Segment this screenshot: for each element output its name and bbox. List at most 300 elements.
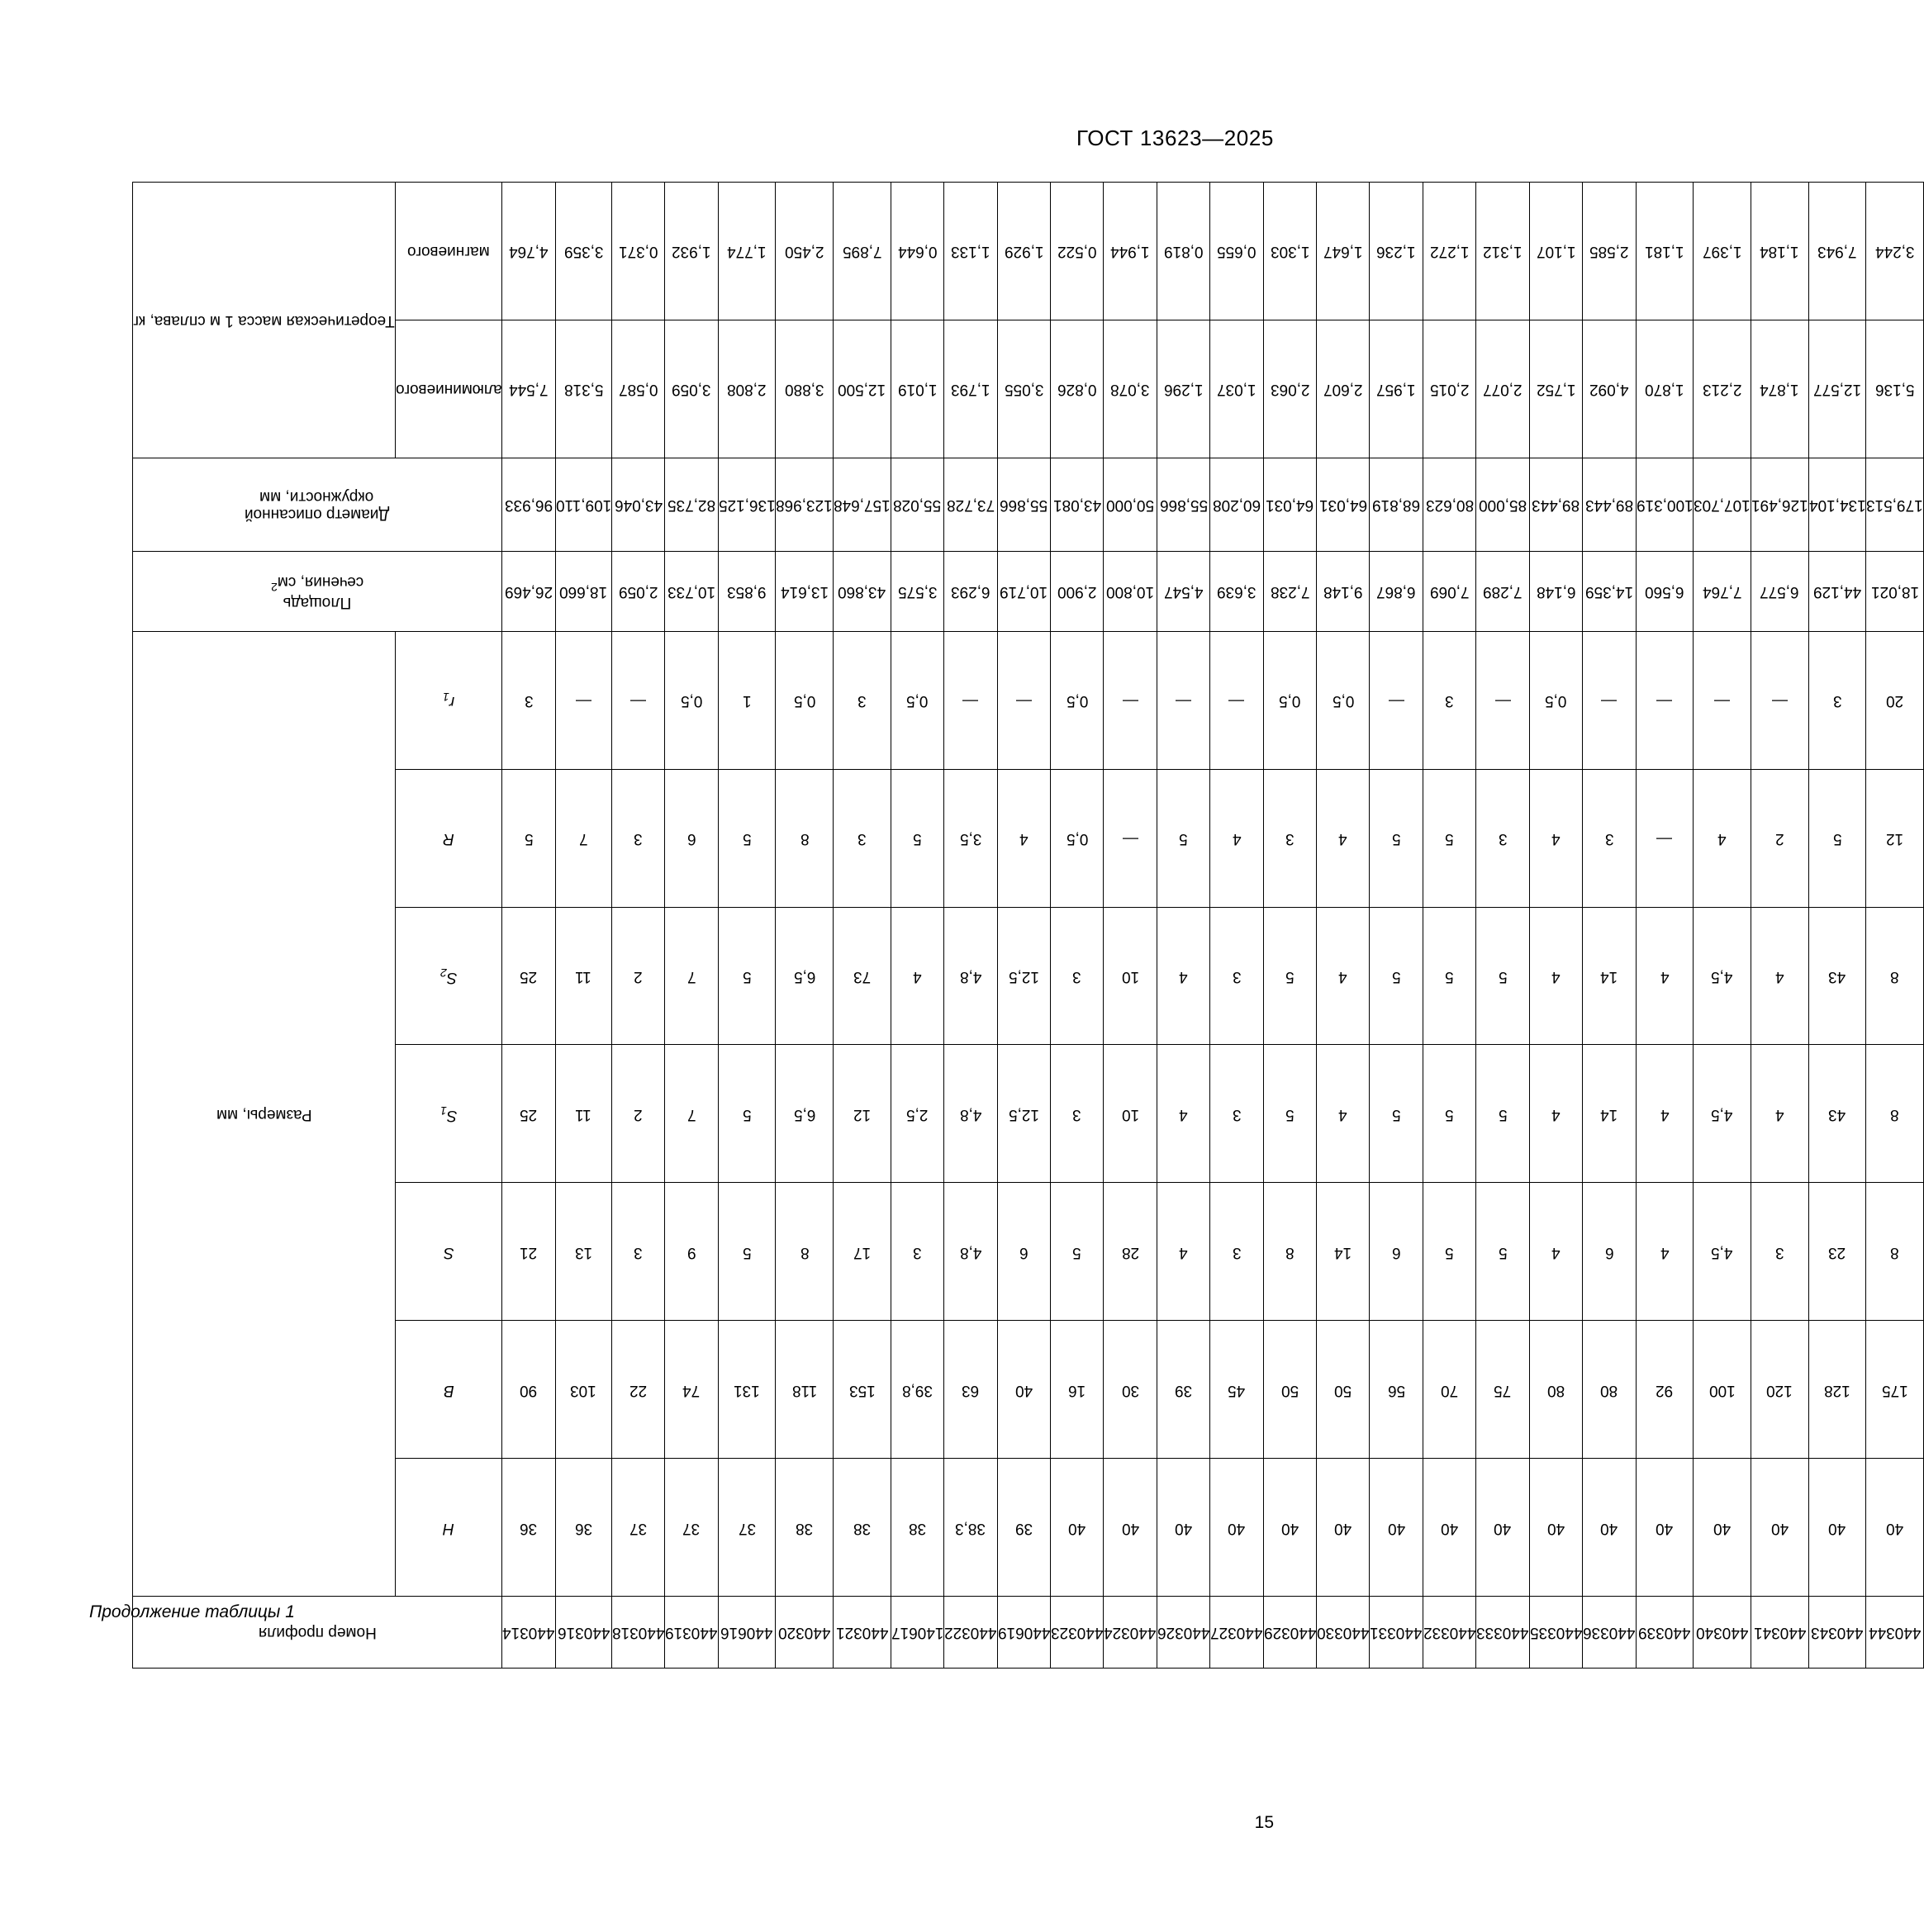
cell-S2 [997,907,1050,1045]
cell-H-text: 40 [1121,1519,1139,1537]
cell-r1 [555,631,611,769]
cell-mass-magnesium [1751,183,1808,320]
cell-mass-magnesium-text: 1,932 [672,243,711,261]
cell-S1 [555,1045,611,1183]
cell-area-text: 13,614 [780,583,829,601]
cell-profile-number [1370,1597,1423,1669]
cell-diameter [1051,458,1104,551]
cell-area [891,551,943,631]
table-row [718,183,776,1669]
cell-area-text: 18,660 [559,583,608,601]
cell-diameter-text: 96,933 [504,496,553,515]
cell-S-text: 5 [1072,1243,1082,1261]
cell-H-text: 39 [1014,1519,1033,1537]
cell-mass-magnesium-text: 1,647 [1323,243,1363,261]
col-header-R: R [395,769,502,907]
cell-mass-aluminium-text: 3,078 [1110,381,1150,399]
cell-mass-magnesium [1583,183,1636,320]
cell-R-text: 4 [1338,830,1348,848]
cell-diameter [611,458,664,551]
cell-mass-magnesium [1476,183,1529,320]
cell-S1 [1104,1045,1157,1183]
cell-r1 [1808,631,1866,769]
cell-R-text: — [1656,830,1673,848]
cell-S1-text: 10 [1121,1105,1139,1123]
cell-profile-number [1694,1597,1751,1669]
cell-H-text: 40 [1656,1519,1674,1537]
cell-mass-magnesium-text: 7,943 [1817,243,1857,261]
cell-mass-magnesium [1866,183,1924,320]
cell-diameter-text: 73,728 [946,496,995,515]
cell-H-text: 40 [1068,1519,1086,1537]
cell-r1 [1476,631,1529,769]
cell-S2-text: 4 [1338,968,1348,986]
cell-mass-aluminium-text: 4,092 [1589,381,1629,399]
cell-B-text: 45 [1228,1381,1246,1399]
cell-S [1694,1183,1751,1321]
cell-S2-text: 4 [1660,968,1670,986]
cell-B-text: 16 [1068,1381,1086,1399]
cell-H-text: 37 [629,1519,648,1537]
cell-r1 [1423,631,1475,769]
cell-mass-aluminium [1263,320,1316,458]
col-header-H: H [395,1459,502,1597]
header-row-1 [133,183,396,1669]
cell-mass-magnesium [502,183,555,320]
cell-S-text: 14 [1334,1243,1352,1261]
cell-area-text: 10,800 [1106,583,1155,601]
cell-S2-text: 11 [575,968,592,986]
cell-S2 [1583,907,1636,1045]
cell-B [1051,1321,1104,1459]
cell-mass-magnesium [1104,183,1157,320]
cell-H [1476,1459,1529,1597]
cell-mass-magnesium [1694,183,1751,320]
cell-R [1317,769,1370,907]
cell-mass-magnesium [944,183,997,320]
cell-area [1317,551,1370,631]
cell-area [1104,551,1157,631]
cell-diameter [502,458,555,551]
cell-mass-aluminium-text: 2,063 [1270,381,1310,399]
cell-R-text: 2 [1774,830,1784,848]
cell-area-text: 10,719 [1000,583,1048,601]
cell-S2-text: 43 [1828,968,1846,986]
cell-H [944,1459,997,1597]
cell-mass-aluminium [1866,320,1924,458]
cell-S2 [718,907,776,1045]
cell-H [1263,1459,1316,1597]
table-row [1051,183,1104,1669]
cell-mass-magnesium [1423,183,1475,320]
cell-S-text: 3 [913,1243,922,1261]
cell-H-text: 40 [1228,1519,1246,1537]
cell-S2-text: 2 [634,968,643,986]
cell-area [776,551,834,631]
cell-r1-text: — [1388,692,1404,710]
cell-S-text: 21 [520,1243,538,1261]
cell-S1-text: 11 [575,1105,592,1123]
cell-profile-number [718,1597,776,1669]
cell-diameter [1423,458,1475,551]
rotated-table-inner [132,182,1923,1669]
cell-H-text: 38 [908,1519,927,1537]
cell-mass-magnesium-text: 2,585 [1589,243,1629,261]
cell-S1-text: 7 [686,1105,696,1123]
cell-R-text: 4 [1019,830,1029,848]
cell-mass-aluminium-text: 3,055 [1004,381,1044,399]
col-header-circumscribed-diameter: Диаметр описанной окружности, мм [133,458,502,551]
cell-B [1317,1321,1370,1459]
table-row [1104,183,1157,1669]
cell-r1 [1751,631,1808,769]
cell-diameter-text: 55,866 [1159,496,1208,515]
cell-profile-number [1317,1597,1370,1669]
cell-R-text: 5 [1179,830,1188,848]
cell-S1-text: 5 [1391,1105,1401,1123]
cell-diameter-text: 85,000 [1478,496,1527,515]
cell-r1-text: — [1714,692,1731,710]
cell-B [555,1321,611,1459]
cell-S1-text: 5 [742,1105,752,1123]
cell-r1 [776,631,834,769]
cell-diameter [834,458,891,551]
cell-S [1583,1183,1636,1321]
cell-r1-text: 0,5 [680,692,703,710]
col-header-S1: $S_1$ [395,1045,502,1183]
cell-S2 [1866,907,1924,1045]
cell-S-text: 3 [1774,1243,1784,1261]
cell-mass-magnesium-text: 1,397 [1702,243,1742,261]
cell-area-text: 9,853 [727,583,767,601]
cell-mass-magnesium [1157,183,1209,320]
cell-H [1751,1459,1808,1597]
cell-B-text: 40 [1014,1381,1033,1399]
cell-R [1751,769,1808,907]
cell-diameter-text: 60,208 [1212,496,1261,515]
cell-profile-number [1263,1597,1316,1669]
cell-B-text: 90 [520,1381,538,1399]
cell-R [611,769,664,907]
cell-H-text: 38,3 [955,1519,986,1537]
cell-area [1583,551,1636,631]
cell-mass-aluminium-text: 2,808 [727,381,767,399]
cell-S2-text: 5 [1391,968,1401,986]
cell-B-text: 30 [1121,1381,1139,1399]
cell-S1 [1157,1045,1209,1183]
cell-R [1423,769,1475,907]
cell-H-text: 40 [1713,1519,1732,1537]
cell-profile-number [611,1597,664,1669]
cell-mass-aluminium [1317,320,1370,458]
cell-r1-text: 0,5 [793,692,815,710]
cell-S [834,1183,891,1321]
cell-r1-text: 0,5 [1545,692,1567,710]
cell-S-text: 4 [1179,1243,1188,1261]
cell-S2 [1263,907,1316,1045]
cell-S2-text: 4 [1551,968,1561,986]
cell-profile-number-text: 440326 [1157,1624,1210,1642]
cell-mass-aluminium [665,320,718,458]
cell-mass-aluminium-text: 12,577 [1812,381,1861,399]
cell-diameter [1866,458,1924,551]
cell-R [1157,769,1209,907]
cell-mass-magnesium [997,183,1050,320]
cell-area [1808,551,1866,631]
cell-B [1751,1321,1808,1459]
cell-profile-number-text: 440319 [665,1624,718,1642]
cell-r1 [1051,631,1104,769]
cell-S1 [665,1045,718,1183]
cell-H [1423,1459,1475,1597]
cell-area-text: 7,238 [1270,583,1310,601]
cell-profile-number-text: 440320 [778,1624,831,1642]
cell-R [776,769,834,907]
cell-diameter [1751,458,1808,551]
cell-profile-number-text: 440343 [1811,1624,1864,1642]
cell-r1-text: — [1601,692,1618,710]
cell-S [1210,1183,1263,1321]
col-header-B: B [395,1321,502,1459]
cell-r1 [1583,631,1636,769]
cell-B-text: 175 [1881,1381,1908,1399]
cell-mass-aluminium [1529,320,1582,458]
cell-B-text: 63 [962,1381,980,1399]
cell-diameter [718,458,776,551]
cell-profile-number-text: 440330 [1317,1624,1370,1642]
cell-r1 [944,631,997,769]
cell-mass-aluminium-text: 1,752 [1536,381,1576,399]
cell-mass-aluminium [1051,320,1104,458]
cell-profile-number-text: 440331 [1370,1624,1423,1642]
cell-S [891,1183,943,1321]
cell-profile-number-text: 440316 [557,1624,610,1642]
cell-mass-magnesium-text: 1,272 [1429,243,1470,261]
cell-diameter [1317,458,1370,551]
cell-S1 [1263,1045,1316,1183]
cell-diameter-text: 100,319 [1636,496,1694,515]
cell-mass-magnesium-text: 1,133 [951,243,991,261]
cell-S-text: 5 [1445,1243,1454,1261]
cell-area [1370,551,1423,631]
cell-B [997,1321,1050,1459]
standard-header: ГОСТ 13623—2025 [1076,126,1274,150]
cell-S2 [1104,907,1157,1045]
cell-S-text: 6 [1391,1243,1401,1261]
cell-R [944,769,997,907]
cell-S-text: 8 [1890,1243,1899,1261]
cell-area [1263,551,1316,631]
cell-B [502,1321,555,1459]
cell-mass-magnesium-text: 1,774 [727,243,767,261]
cell-S1 [1636,1045,1694,1183]
cell-S1 [1529,1045,1582,1183]
cell-area [718,551,776,631]
cell-S1 [1751,1045,1808,1183]
cell-mass-magnesium-text: 1,236 [1376,243,1416,261]
cell-H [1051,1459,1104,1597]
cell-area [1636,551,1694,631]
cell-B-text: 120 [1766,1381,1793,1399]
cell-mass-magnesium-text: 2,450 [785,243,824,261]
cell-S2 [1370,907,1423,1045]
cell-S2 [1751,907,1808,1045]
cell-mass-aluminium-text: 1,874 [1760,381,1799,399]
cell-S2 [1157,907,1209,1045]
cell-diameter-text: 50,000 [1106,496,1155,515]
cell-area-text: 7,289 [1483,583,1523,601]
cell-diameter-text: 55,866 [1000,496,1048,515]
cell-diameter-text: 89,443 [1584,496,1633,515]
cell-profile-number-text: 440332 [1423,1624,1476,1642]
cell-S-text: 3 [1232,1243,1242,1261]
cell-S1-text: 4 [1774,1105,1784,1123]
cell-S-text: 4 [1660,1243,1670,1261]
cell-R [1476,769,1529,907]
cell-diameter-text: 136,125 [718,496,776,515]
cell-S2 [1694,907,1751,1045]
cell-B [1210,1321,1263,1459]
cell-r1-text: 0,5 [1279,692,1301,710]
cell-B [665,1321,718,1459]
cell-B [891,1321,943,1459]
cell-S-text: 8 [1285,1243,1295,1261]
cell-area [611,551,664,631]
cell-H [611,1459,664,1597]
cell-area-text: 10,733 [667,583,716,601]
col-header-S: S [395,1183,502,1321]
cell-profile-number [1157,1597,1209,1669]
cell-area [1694,551,1751,631]
cell-r1-text: 3 [1445,692,1454,710]
cell-H [1104,1459,1157,1597]
cell-S2-text: 5 [742,968,752,986]
cell-S-text: 6 [1604,1243,1614,1261]
cell-diameter [1583,458,1636,551]
cell-H-text: 40 [1334,1519,1352,1537]
cell-area-text: 7,764 [1702,583,1742,601]
cell-S2-text: 8 [1890,968,1899,986]
cell-S2-text: 4 [1179,968,1188,986]
cell-R-text: 12 [1886,830,1904,848]
cell-R [997,769,1050,907]
cell-S2 [1051,907,1104,1045]
cell-profile-number-text: 440327 [1210,1624,1263,1642]
cell-H [502,1459,555,1597]
cell-area [665,551,718,631]
cell-S1-text: 4,8 [959,1105,982,1123]
cell-S1-text: 8 [1890,1105,1899,1123]
cell-S [997,1183,1050,1321]
cell-profile-number-text: 440318 [611,1624,665,1642]
table-row [1317,183,1370,1669]
cell-S1 [1423,1045,1475,1183]
cell-S2-text: 5 [1285,968,1295,986]
cell-mass-magnesium-text: 7,895 [842,243,882,261]
cell-mass-aluminium-text: 1,870 [1645,381,1684,399]
table-body [502,183,1924,1669]
cell-area [834,551,891,631]
cell-S2-text: 5 [1445,968,1454,986]
cell-mass-aluminium-text: 2,077 [1483,381,1523,399]
cell-profile-number-text: 440341 [1753,1624,1806,1642]
cell-mass-aluminium [611,320,664,458]
cell-profile-number-text: 440323 [1051,1624,1104,1642]
cell-S1-text: 4,5 [1711,1105,1733,1123]
cell-S1 [1370,1045,1423,1183]
col-header-area: Площадь сечения, $см^2$ [133,551,502,631]
cell-profile-number-text: 440344 [1868,1624,1922,1642]
cell-diameter-text: 107,703 [1694,496,1751,515]
cell-mass-magnesium-text: 1,107 [1536,243,1576,261]
cell-diameter [1476,458,1529,551]
table-row [997,183,1050,1669]
cell-S [718,1183,776,1321]
cell-S2-text: 4 [1774,968,1784,986]
cell-r1 [1866,631,1924,769]
cell-profile-number [776,1597,834,1669]
cell-mass-aluminium-text: 2,015 [1429,381,1470,399]
cell-profile-number-text: 440619 [997,1624,1051,1642]
cell-mass-aluminium [776,320,834,458]
cell-S [1529,1183,1582,1321]
cell-B [611,1321,664,1459]
cell-S1-text: 2 [634,1105,643,1123]
cell-S2 [611,907,664,1045]
cell-H [997,1459,1050,1597]
cell-B-text: 92 [1656,1381,1674,1399]
col-header-dimensions-group: Размеры, мм [133,631,396,1596]
cell-r1 [502,631,555,769]
cell-r1-text: 0,5 [906,692,929,710]
cell-S1 [944,1045,997,1183]
cell-profile-number [1583,1597,1636,1669]
cell-mass-aluminium-text: 12,500 [838,381,886,399]
cell-mass-aluminium [944,320,997,458]
cell-diameter [997,458,1050,551]
table-row [502,183,555,1669]
cell-mass-aluminium [1157,320,1209,458]
cell-diameter [555,458,611,551]
cell-mass-aluminium [1583,320,1636,458]
cell-H [1317,1459,1370,1597]
cell-H [718,1459,776,1597]
cell-mass-aluminium [502,320,555,458]
cell-diameter-text: 123,968 [776,496,834,515]
cell-mass-aluminium [834,320,891,458]
cell-S2 [891,907,943,1045]
cell-mass-aluminium [555,320,611,458]
cell-mass-aluminium [1104,320,1157,458]
cell-r1-text: — [1015,692,1032,710]
cell-area [1157,551,1209,631]
cell-S2 [555,907,611,1045]
cell-S-text: 3 [634,1243,643,1261]
cell-mass-magnesium-text: 1,303 [1270,243,1310,261]
cell-S2 [944,907,997,1045]
cell-H-text: 38 [796,1519,814,1537]
cell-S-text: 23 [1828,1243,1846,1261]
cell-r1 [1157,631,1209,769]
cell-H-text: 40 [1174,1519,1193,1537]
cell-mass-magnesium [1636,183,1694,320]
table-row [891,183,943,1669]
cell-r1-text: — [630,692,647,710]
cell-r1 [891,631,943,769]
cell-H [1157,1459,1209,1597]
cell-r1 [1529,631,1582,769]
cell-diameter-text: 179,513 [1866,496,1923,515]
